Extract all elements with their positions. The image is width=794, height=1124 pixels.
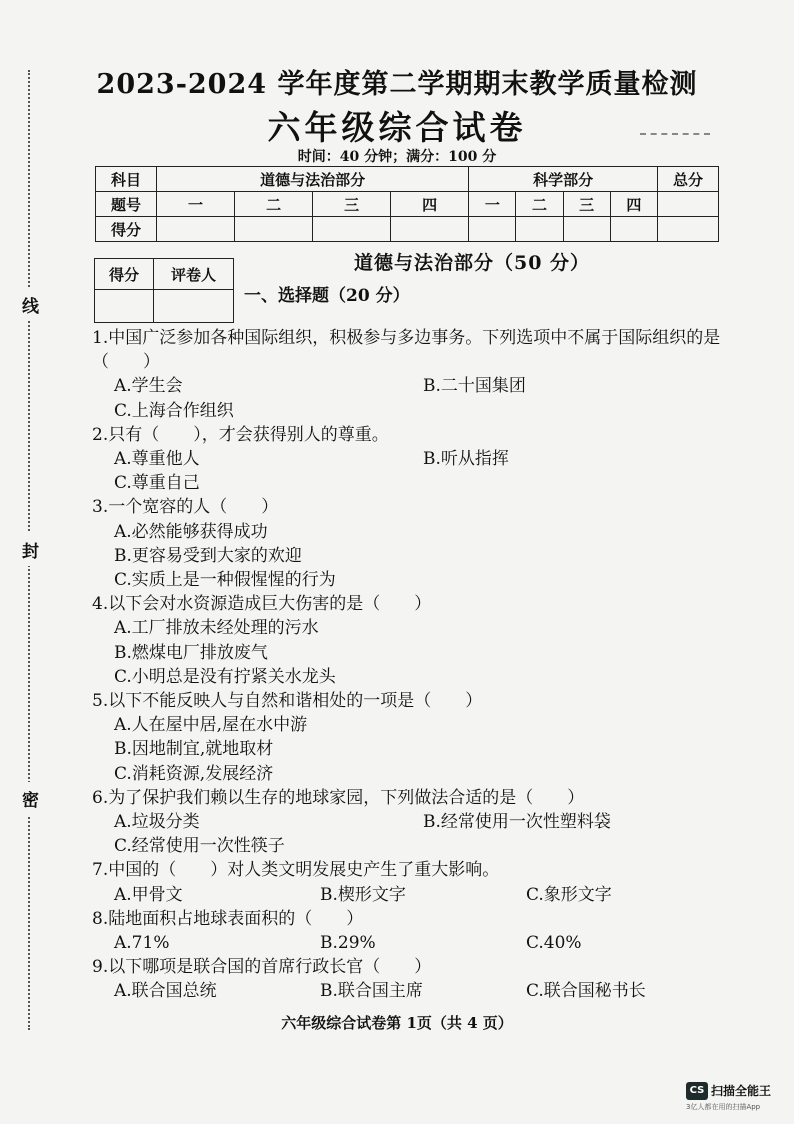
- total-header: 总分: [658, 167, 719, 192]
- answer-option: A.垃圾分类: [114, 812, 200, 833]
- option-row: [92, 931, 732, 955]
- grader-score-label: 得分: [95, 259, 154, 290]
- answer-option: C.实质上是一种假惺惺的行为: [114, 570, 336, 591]
- question-stem: 2.只有（ ），才会获得别人的尊重。: [92, 424, 389, 445]
- answer-option: C.象形文字: [526, 884, 612, 905]
- score-blank-cell: [235, 217, 313, 242]
- answer-option: A.尊重他人: [114, 449, 200, 470]
- option-row: [92, 520, 732, 544]
- question-stem: 9.以下哪项是联合国的首席行政长官（ ）: [92, 957, 432, 978]
- answer-option: B.更容易受到大家的欢迎: [114, 545, 302, 566]
- question-stem: 1.中国广泛参加各种国际组织，积极参与多边事务。下列选项中不属于国际组织的是（ ）: [92, 328, 721, 373]
- option-row: [92, 713, 732, 737]
- binding-char-line: 线: [22, 288, 39, 321]
- score-table-row-subject: [96, 167, 719, 192]
- score-blank-cell: [516, 217, 563, 242]
- exam-title: 2023-2024 学年度第二学期期末教学质量检测: [96, 69, 698, 100]
- option-row: [92, 447, 732, 471]
- score-blank-cell: [563, 217, 610, 242]
- question-number-cell: 三: [563, 192, 610, 217]
- science-part-header: 科学部分: [469, 167, 658, 192]
- question-number-cell: 二: [516, 192, 563, 217]
- answer-option: B.29%: [320, 933, 376, 954]
- option-row: [92, 399, 732, 423]
- option-row: [92, 544, 732, 568]
- answer-option: B.听从指挥: [423, 449, 509, 470]
- answer-option: B.二十国集团: [423, 376, 526, 397]
- question-number-cell: 四: [391, 192, 469, 217]
- question-number-cell: 二: [235, 192, 313, 217]
- option-row: [92, 665, 732, 689]
- answer-option: C.消耗资源,发展经济: [114, 763, 274, 784]
- option-row: [92, 810, 732, 834]
- option-row: [92, 979, 732, 1003]
- watermark-name: 扫描全能王: [711, 1084, 772, 1098]
- question-item: [92, 689, 732, 786]
- option-row: [92, 737, 732, 761]
- option-row: [92, 762, 732, 786]
- answer-option: A.71%: [114, 933, 170, 954]
- answer-option: B.联合国主席: [320, 981, 423, 1002]
- score-blank-cell: [658, 217, 719, 242]
- score-blank-cell: [469, 217, 516, 242]
- time-score-line: 时间：40 分钟；满分：100 分: [297, 149, 497, 165]
- answer-option: A.工厂排放未经处理的污水: [114, 618, 319, 639]
- question-item: [92, 955, 732, 1003]
- question-stem: 6.为了保护我们赖以生存的地球家园，下列做法合适的是（ ）: [92, 787, 585, 808]
- question-item: [92, 423, 732, 496]
- grader-table: [94, 258, 234, 323]
- question-list: [92, 326, 732, 1004]
- answer-option: A.必然能够获得成功: [114, 521, 268, 542]
- score-blank-cell: [610, 217, 657, 242]
- row-label-subject: 科目: [96, 167, 157, 192]
- answer-option: A.联合国总统: [114, 981, 217, 1002]
- score-blank-cell: [157, 217, 235, 242]
- page-footer: 六年级综合试卷第 1页（共 4 页）: [281, 1014, 513, 1032]
- option-row: [92, 883, 732, 907]
- answer-option: B.楔形文字: [320, 884, 406, 905]
- option-row: [92, 834, 732, 858]
- score-table-row-score: [96, 217, 719, 242]
- row-label-score: 得分: [96, 217, 157, 242]
- scanner-watermark: [686, 1080, 786, 1112]
- option-row: [92, 616, 732, 640]
- answer-option: C.联合国秘书长: [526, 981, 646, 1002]
- question-number-cell: 三: [313, 192, 391, 217]
- option-row: [92, 374, 732, 398]
- question-item: [92, 495, 732, 592]
- question-stem: 7.中国的（ ）对人类文明发展史产生了重大影响。: [92, 860, 500, 881]
- section-title: 道德与法治部分（50 分）: [354, 252, 591, 274]
- answer-option: C.尊重自己: [114, 473, 200, 494]
- grader-score-blank: [95, 290, 154, 323]
- answer-option: B.经常使用一次性塑料袋: [423, 812, 611, 833]
- option-row: [92, 641, 732, 665]
- answer-option: C.上海合作组织: [114, 400, 234, 421]
- total-blank-cell: [658, 192, 719, 217]
- question-number-cell: 一: [157, 192, 235, 217]
- question-item: [92, 858, 732, 906]
- question-item: [92, 907, 732, 955]
- answer-option: A.人在屋中居,屋在水中游: [114, 715, 308, 736]
- part-title: 一、选择题（20 分）: [244, 286, 410, 306]
- question-stem: 5.以下不能反映人与自然和谐相处的一项是（ ）: [92, 691, 483, 712]
- binding-char-seal: 封: [22, 533, 39, 566]
- grader-name-blank: [154, 290, 234, 323]
- moral-part-header: 道德与法治部分: [157, 167, 469, 192]
- score-table: [95, 166, 719, 242]
- answer-option: B.因地制宜,就地取材: [114, 739, 274, 760]
- question-item: [92, 592, 732, 689]
- option-row: [92, 568, 732, 592]
- exam-subtitle: 六年级综合试卷: [267, 108, 527, 147]
- answer-option: C.40%: [526, 933, 582, 954]
- answer-option: C.经常使用一次性筷子: [114, 836, 285, 857]
- answer-option: C.小明总是没有拧紧关水龙头: [114, 666, 336, 687]
- watermark-tagline: 3亿人都在用的扫描App: [686, 1102, 761, 1111]
- option-row: [92, 471, 732, 495]
- cs-logo-icon: CS: [686, 1082, 708, 1100]
- binding-char-secret: 密: [22, 782, 39, 815]
- answer-option: A.甲骨文: [114, 884, 183, 905]
- question-number-cell: 四: [610, 192, 657, 217]
- question-stem: 4.以下会对水资源造成巨大伤害的是（ ）: [92, 594, 432, 615]
- question-item: [92, 786, 732, 859]
- score-table-row-number: [96, 192, 719, 217]
- question-number-cell: 一: [469, 192, 516, 217]
- question-stem: 8.陆地面积占地球表面积的（ ）: [92, 908, 364, 929]
- score-blank-cell: [391, 217, 469, 242]
- question-item: [92, 326, 732, 423]
- answer-option: B.燃煤电厂排放废气: [114, 642, 268, 663]
- score-blank-cell: [313, 217, 391, 242]
- grader-name-label: 评卷人: [154, 259, 234, 290]
- question-stem: 3.一个宽容的人（ ）: [92, 497, 279, 518]
- row-label-number: 题号: [96, 192, 157, 217]
- answer-option: A.学生会: [114, 376, 183, 397]
